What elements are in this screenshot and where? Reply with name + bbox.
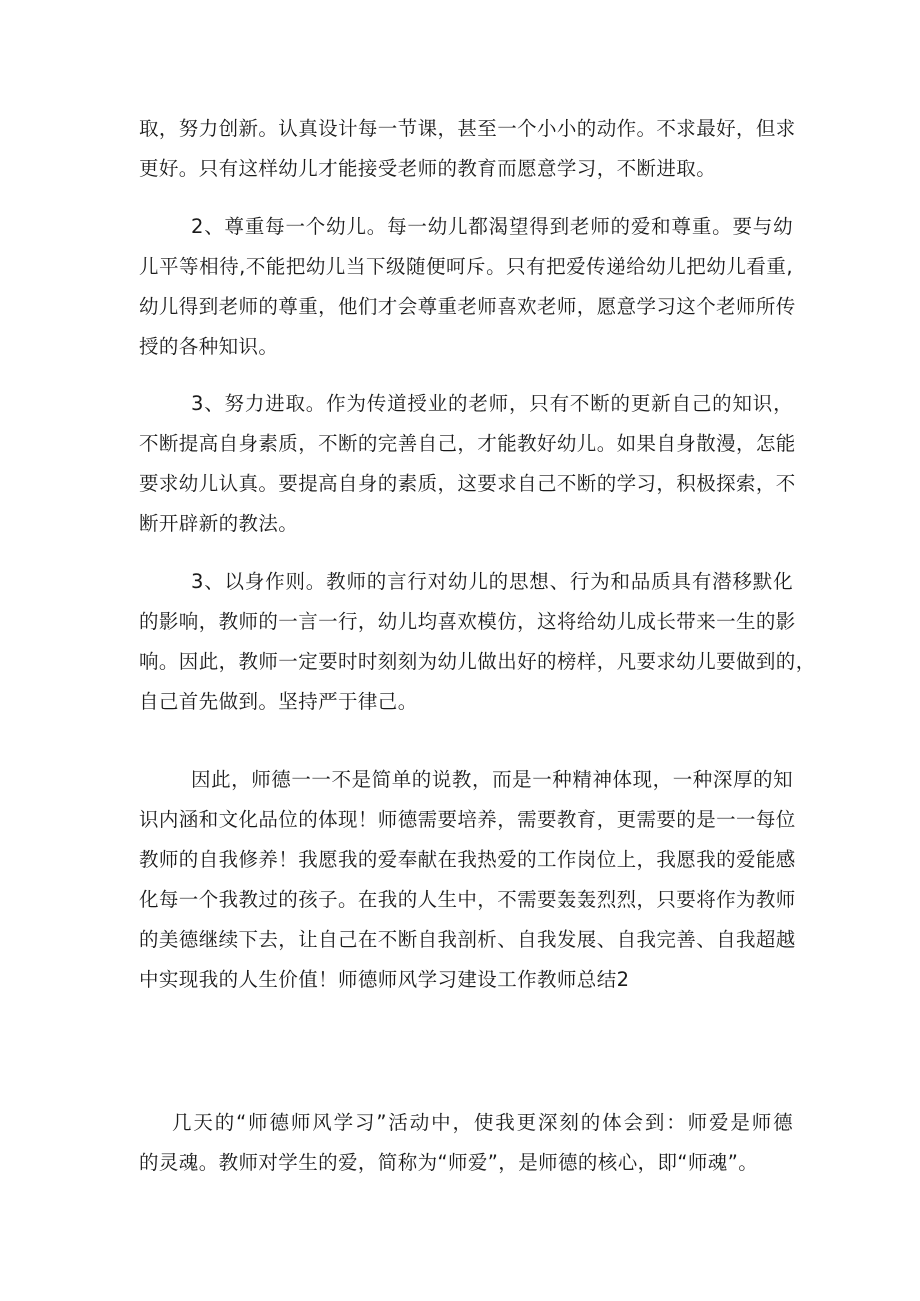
text-line: 的美德继续下去，让自己在不断自我剖析、自我发展、自我完善、自我超越: [139, 928, 796, 951]
text-line: 授的各种知识。: [139, 335, 279, 358]
paragraph-continuation: [139, 109, 796, 189]
paragraph-lead-by-example: [139, 562, 816, 722]
text-line: 识内涵和文化品位的体现！师德需要培养，需要教育，更需要的是一一每位: [139, 808, 796, 831]
text-line: 断开辟新的教法。: [139, 512, 299, 535]
text-line: 取，努力创新。认真设计每一节课，甚至一个小小的动作。不求最好，但求: [139, 117, 796, 140]
text-line: 化每一个我教过的孩子。在我的人生中，不需要轰轰烈烈，只要将作为教师: [139, 888, 796, 911]
paragraph-strive-forward: [139, 384, 796, 544]
text-line: 因此，师德一一不是简单的说教，而是一种精神体现，一种深厚的知: [191, 768, 793, 791]
text-line: 自己首先做到。坚持严于律己。: [139, 690, 418, 713]
text-line: 3、以身作则。教师的言行对幼儿的思想、行为和品质具有潜移默化: [191, 570, 793, 593]
text-line: 的影响，教师的一言一行，幼儿均喜欢模仿，这将给幼儿成长带来一生的影: [139, 610, 796, 633]
text-line: 几天的“师德师风学习”活动中，使我更深刻的体会到：师爱是师德: [172, 1111, 793, 1134]
text-line: 幼儿得到老师的尊重，他们才会尊重老师喜欢老师，愿意学习这个老师所传: [139, 295, 796, 318]
text-line: 的灵魂。教师对学生的爱，简称为“师爱”，是师德的核心，即“师魂”。: [139, 1151, 759, 1174]
text-line: 中实现我的人生价值！师德师风学习建设工作教师总结2: [139, 968, 630, 991]
text-line: 教师的自我修养！我愿我的爱奉献在我热爱的工作岗位上，我愿我的爱能感: [139, 848, 796, 871]
text-line: 更好。只有这样幼儿才能接受老师的教育而愿意学习，不断进取。: [139, 157, 717, 180]
text-line: 儿平等相待,不能把幼儿当下级随便呵斥。只有把爱传递给幼儿把幼儿看重,: [139, 255, 793, 278]
text-line: 2、尊重每一个幼儿。每一幼儿都渴望得到老师的爱和尊重。要与幼: [191, 215, 793, 238]
paragraph-teacher-love: [139, 1103, 793, 1183]
text-line: 要求幼儿认真。要提高自身的素质，这要求自己不断的学习，积极探索，不: [139, 472, 796, 495]
paragraph-conclusion: [139, 760, 796, 1000]
paragraph-respect-each-child: [139, 207, 796, 367]
text-line: 响。因此，教师一定要时时刻刻为幼儿做出好的榜样，凡要求幼儿要做到的，: [139, 650, 816, 673]
text-line: 不断提高自身素质，不断的完善自己，才能教好幼儿。如果自身散漫，怎能: [139, 432, 796, 455]
text-line: 3、努力进取。作为传道授业的老师，只有不断的更新自己的知识，: [191, 392, 793, 415]
